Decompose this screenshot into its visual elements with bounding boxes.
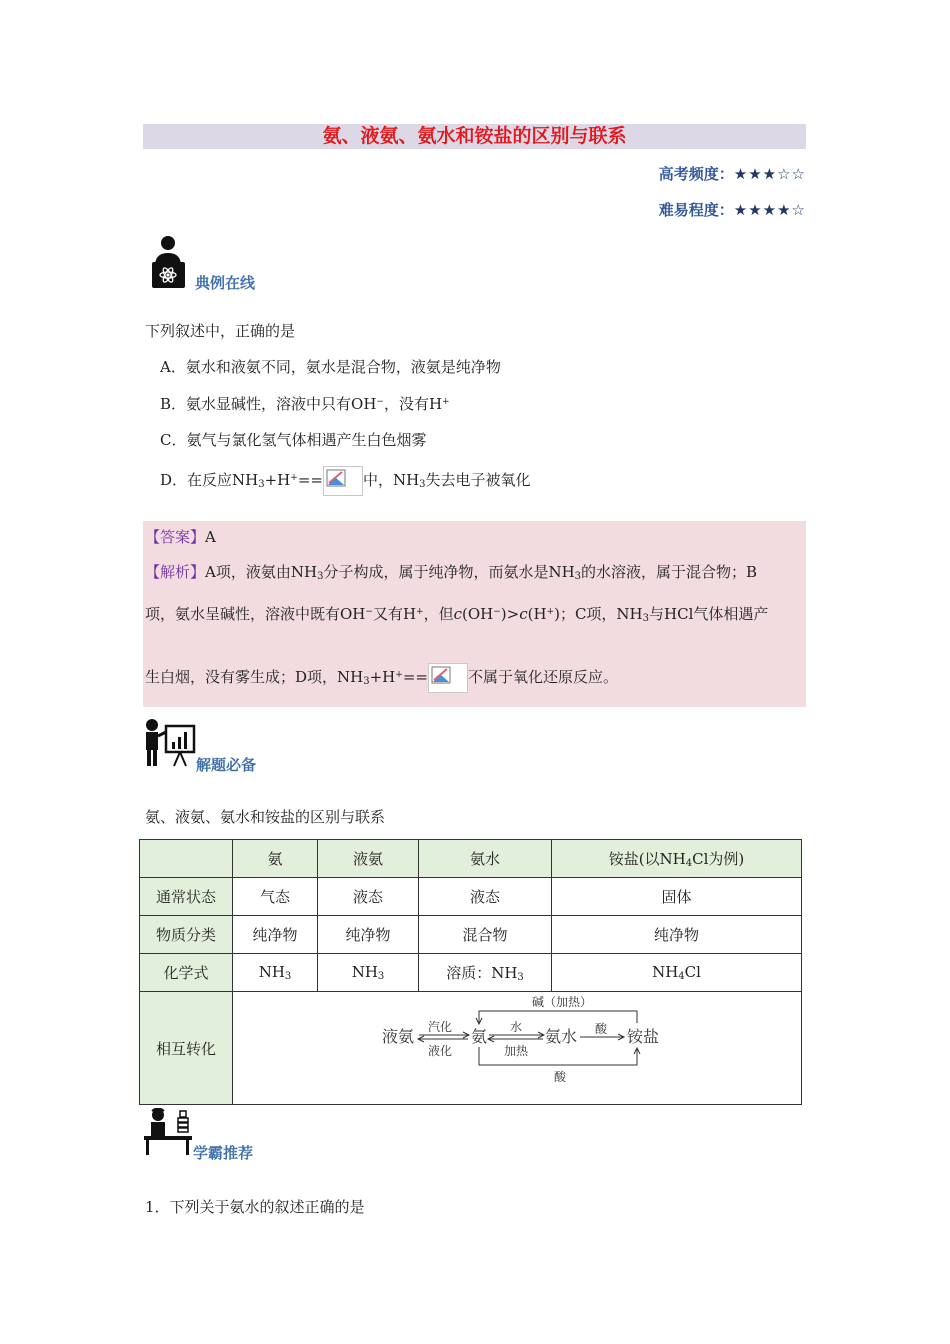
option-c: C．氨气与氯化氢气体相遇产生白色烟雾 <box>160 431 427 449</box>
analysis-line-3: 生白烟，没有雾生成；D项，$NH_3+H^+==$ 不属于氧化还原反应。 <box>145 663 618 693</box>
question-stem: 下列叙述中，正确的是 <box>145 322 296 340</box>
option-a: A．氨水和液氨不同，氨水是混合物，液氨是纯净物 <box>160 358 501 376</box>
table-cell: $NH_3$ <box>318 954 419 992</box>
analysis-line-2: 项，氨水呈碱性，溶液中既有OH−又有H+，但c(OH−)>c(H+)；C项，$NH_3$与HCl气体相遇产 <box>145 605 769 624</box>
missing-image-icon <box>323 466 363 496</box>
table-cell: 物质分类 <box>140 916 233 954</box>
table-header-cell: 氨 <box>233 840 318 878</box>
node-ammonium-salt: 铵盐 <box>627 1027 660 1046</box>
frequency-stars: ★★★☆☆ <box>733 165 806 183</box>
table-cell: 气态 <box>233 878 318 916</box>
table-header-cell: 液氨 <box>318 840 419 878</box>
table-header-cell <box>140 840 233 878</box>
label-base-heat: 碱（加热） <box>532 995 593 1009</box>
node-ammonia: 氨 <box>471 1027 488 1046</box>
table-cell: 纯净物 <box>233 916 318 954</box>
label-heat: 加热 <box>504 1044 529 1058</box>
frequency-rating <box>659 163 806 184</box>
label-acid-bottom: 酸 <box>554 1070 567 1084</box>
table-cell: 纯净物 <box>318 916 419 954</box>
table-cell: $NH_3$ <box>233 954 318 992</box>
table-cell: 液态 <box>318 878 419 916</box>
table-cell: 相互转化 <box>140 992 233 1105</box>
table-header-cell: 氨水 <box>419 840 552 878</box>
presenter-chart-icon <box>142 718 198 768</box>
missing-image-icon-2 <box>428 663 468 693</box>
table-row <box>140 878 802 916</box>
answer-tag: 【答案】 <box>145 528 206 546</box>
table-caption: 氨、液氨、氨水和铵盐的区别与联系 <box>145 808 386 826</box>
table-cell: 溶质：$NH_3$ <box>419 954 552 992</box>
label-acid: 酸 <box>595 1022 608 1036</box>
teacher-laptop-icon <box>147 234 193 290</box>
section-recommend: 学霸推荐 <box>193 1144 254 1162</box>
analysis-line-1: 【解析】A项，液氨由$NH_3$分子构成，属于纯净物，而氨水是$NH_3$的水溶液，属于混合物；B <box>145 563 758 582</box>
answer-value: A <box>205 528 216 546</box>
table-cell: 混合物 <box>419 916 552 954</box>
answer-line <box>145 526 216 547</box>
page-title: 氨、液氨、氨水和铵盐的区别与联系 <box>143 124 806 149</box>
frequency-label: 高考频度： <box>658 165 734 183</box>
student-desk-icon <box>142 1108 194 1156</box>
table-cell: 纯净物 <box>552 916 802 954</box>
table-cell: 通常状态 <box>140 878 233 916</box>
label-vaporize: 汽化 <box>428 1020 453 1034</box>
table-cell: $NH_4Cl$ <box>552 954 802 992</box>
label-liquefy: 液化 <box>428 1044 453 1058</box>
section-example: 典例在线 <box>195 274 256 292</box>
table-header-row <box>140 840 802 878</box>
table-row <box>140 954 802 992</box>
section-essentials: 解题必备 <box>196 756 257 774</box>
option-d: D．在反应$NH_3+H^+==$ 中，$NH_3$失去电子被氧化 <box>160 466 531 496</box>
table-cell: 化学式 <box>140 954 233 992</box>
option-b: B．氨水显碱性，溶液中只有OH−，没有H+ <box>160 395 450 413</box>
table-header-cell: 铵盐(以$NH_4Cl$为例) <box>552 840 802 878</box>
difficulty-label: 难易程度： <box>658 201 734 219</box>
table-cell: 固体 <box>552 878 802 916</box>
conversion-diagram <box>232 993 811 1106</box>
difficulty-stars: ★★★★☆ <box>733 201 806 219</box>
followup-question: 1．下列关于氨水的叙述正确的是 <box>145 1198 365 1216</box>
label-water: 水 <box>510 1020 523 1034</box>
table-cell: 液态 <box>419 878 552 916</box>
node-liquid-ammonia: 液氨 <box>382 1027 415 1046</box>
table-row <box>140 916 802 954</box>
node-ammonia-water: 氨水 <box>545 1027 578 1046</box>
analysis-tag: 【解析】 <box>145 563 206 581</box>
difficulty-rating <box>659 199 806 220</box>
